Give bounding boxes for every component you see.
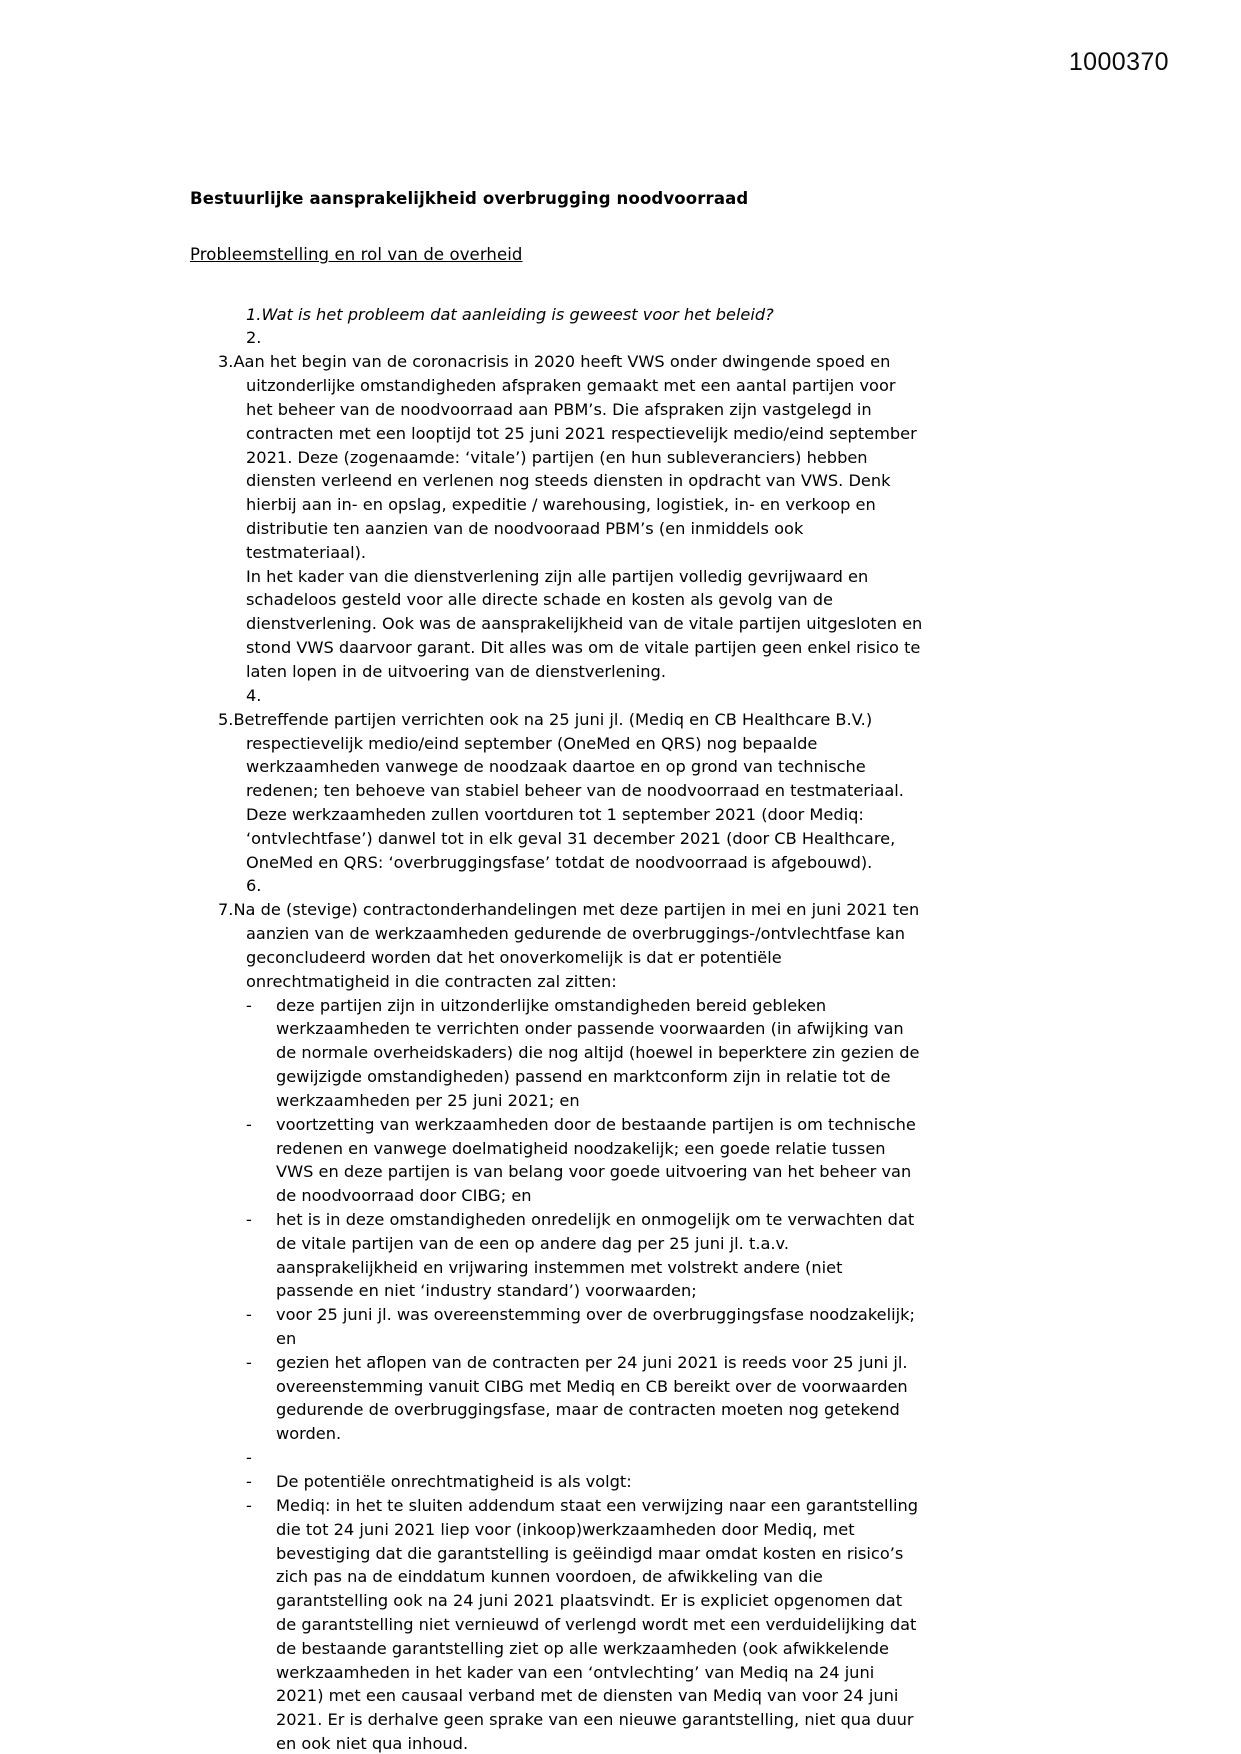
dash-marker: -: [246, 1352, 252, 1372]
dash-item-4: [218, 1303, 925, 1351]
dash-item-5: [218, 1351, 925, 1446]
list-item-5: [190, 708, 925, 875]
dash-item-8: [218, 1494, 925, 1754]
dash-item-3-text: het is in deze omstandigheden onredelijk en onmogelijk om te verwachten dat de vitale partijen van de een op andere dag per 25 juni jl. t.a.v. aansprakelijkheid en vrijwaring instemmen met volstrekt andere (niet passende en niet ‘industry standard’) voorwaarden;: [276, 1209, 915, 1301]
dash-item-7-text: De potentiële onrechtmatigheid is als volgt:: [276, 1472, 632, 1492]
document-body: [190, 188, 925, 1754]
list-item-7: [190, 898, 925, 1754]
list-marker-4: 4.: [246, 685, 262, 705]
list-marker-1: 1.: [246, 304, 262, 324]
list-item-2: [190, 326, 925, 350]
list-item-4: [190, 684, 925, 708]
list-item-5-text: Betreffende partijen verrichten ook na 25 juni jl. (Mediq en CB Healthcare B.V.) respectievelijk medio/eind september (OneMed en QRS) nog bepaalde werkzaamheden vanwege de noodzaak daartoe en op grond van technische redenen; ten behoeve van stabiel beheer van de noodvoorraad en testmateriaal. Deze werkzaamheden zullen voortduren tot 1 september 2021 (door Mediq: ‘ontvlechtfase’) danwel tot in elk geval 31 december 2021 (door CB Healthcare, OneMed en QRS: ‘overbruggingsfase’ totdat de noodvoorraad is afgebouwd).: [233, 709, 904, 872]
list-marker-5: 5.: [218, 709, 234, 729]
dash-item-2-text: voortzetting van werkzaamheden door de bestaande partijen is om technische redenen en vanwege doelmatigheid noodzakelijk; een goede relatie tussen VWS en deze partijen is van belang voor goede uitvoering van het beheer van de noodvoorraad door CIBG; en: [276, 1114, 916, 1206]
section-heading: Probleemstelling en rol van de overheid: [190, 245, 523, 265]
list-item-1: [190, 303, 925, 327]
dash-marker: -: [246, 1495, 252, 1515]
list-item-7-text: Na de (stevige) contractonderhandelingen met deze partijen in mei en juni 2021 ten aanzien van de werkzaamheden gedurende de overbruggings-/ontvlechtfase kan geconcludeerd worden dat het onoverkomelijk is dat er potentiële onrechtmatigheid in die contracten zal zitten:: [233, 900, 920, 991]
list-marker-3: 3.: [218, 352, 234, 372]
page-title: Bestuurlijke aansprakelijkheid overbrugging noodvoorraad: [190, 189, 749, 208]
dash-item-2: [218, 1113, 925, 1208]
dash-item-5-text: gezien het aflopen van de contracten per 24 juni 2021 is reeds voor 25 juni jl. overeenstemming vanuit CIBG met Mediq en CB bereikt over de voorwaarden gedurende de overbruggingsfase, maar de contracten moeten nog getekend worden.: [276, 1352, 908, 1444]
dash-marker: -: [246, 1114, 252, 1134]
list-marker-2: 2.: [246, 328, 262, 348]
list-item-1-text: Wat is het probleem dat aanleiding is geweest voor het beleid?: [261, 304, 774, 324]
list-item-3-paragraph-2: In het kader van die dienstverlening zijn alle partijen volledig gevrijwaard en schadeloos gesteld voor alle directe schade en kosten als gevolg van de dienstverlening. Ook was de aansprakelijkheid van de vitale partijen uitgesloten en stond VWS daarvoor garant. Dit alles was om de vitale partijen geen enkel risico te laten lopen in de uitvoering van de dienstverlening.: [246, 566, 923, 681]
dash-marker: -: [246, 1305, 252, 1325]
list-marker-6: 6.: [246, 876, 262, 896]
dash-item-3: [218, 1208, 925, 1303]
document-number: 1000370: [1068, 48, 1169, 76]
list-item-6: [190, 874, 925, 898]
dash-marker: -: [246, 1448, 252, 1468]
dash-marker: -: [246, 1209, 252, 1229]
list-item-3: [190, 350, 925, 683]
dash-item-7: [218, 1470, 925, 1494]
list-item-3-paragraph-1: Aan het begin van de coronacrisis in 2020 heeft VWS onder dwingende spoed en uitzonderlijke omstandigheden afspraken gemaakt met een aantal partijen voor het beheer van de noodvoorraad aan PBM’s. Die afspraken zijn vastgelegd in contracten met een looptijd tot 25 juni 2021 respectievelijk medio/eind september 2021. Deze (zogenaamde: ‘vitale’) partijen (en hun subleveranciers) hebben diensten verleend en verlenen nog steeds diensten in opdracht van VWS. Denk hierbij aan in- en opslag, expeditie / warehousing, logistiek, in- en verkoop en distributie ten aanzien van de noodvooraad PBM’s (en inmiddels ook testmateriaal).: [233, 352, 917, 562]
dash-item-4-text: voor 25 juni jl. was overeenstemming over de overbruggingsfase noodzakelijk; en: [276, 1305, 915, 1349]
dash-item-1-text: deze partijen zijn in uitzonderlijke omstandigheden bereid gebleken werkzaamheden te verrichten onder passende voorwaarden (in afwijking van de normale overheidskaders) die nog altijd (hoewel in beperktere zin gezien de gewijzigde omstandigheden) passend en marktconform zijn in relatie tot de werkzaamheden per 25 juni 2021; en: [276, 995, 920, 1110]
dash-item-1: [218, 994, 925, 1113]
dash-item-8-text: Mediq: in het te sluiten addendum staat een verwijzing naar een garantstelling die tot 24 juni 2021 liep voor (inkoop)werkzaamheden door Mediq, met bevestiging dat die garantstelling is geëindigd maar omdat kosten en risico’s zich pas na de einddatum kunnen voordoen, de afwikkeling van die garantstelling ook na 24 juni 2021 plaatsvindt. Er is expliciet opgenomen dat de garantstelling niet vernieuwd of verlengd wordt met een verduidelijking dat de bestaande garantstelling ziet op alle werkzaamheden (ook afwikkelende werkzaamheden in het kader van een ‘ontvlechting’ van Mediq na 24 juni 2021) met een causaal verband met de diensten van Mediq van voor 24 juni 2021. Er is derhalve geen sprake van een nieuwe garantstelling, niet qua duur en ook niet qua inhoud.: [276, 1495, 919, 1754]
list-marker-7: 7.: [218, 900, 234, 920]
numbered-list: [190, 303, 925, 1754]
dash-sublist: [218, 994, 925, 1754]
dash-item-6: [218, 1446, 925, 1470]
dash-marker: -: [246, 1472, 252, 1492]
dash-marker: -: [246, 995, 252, 1015]
